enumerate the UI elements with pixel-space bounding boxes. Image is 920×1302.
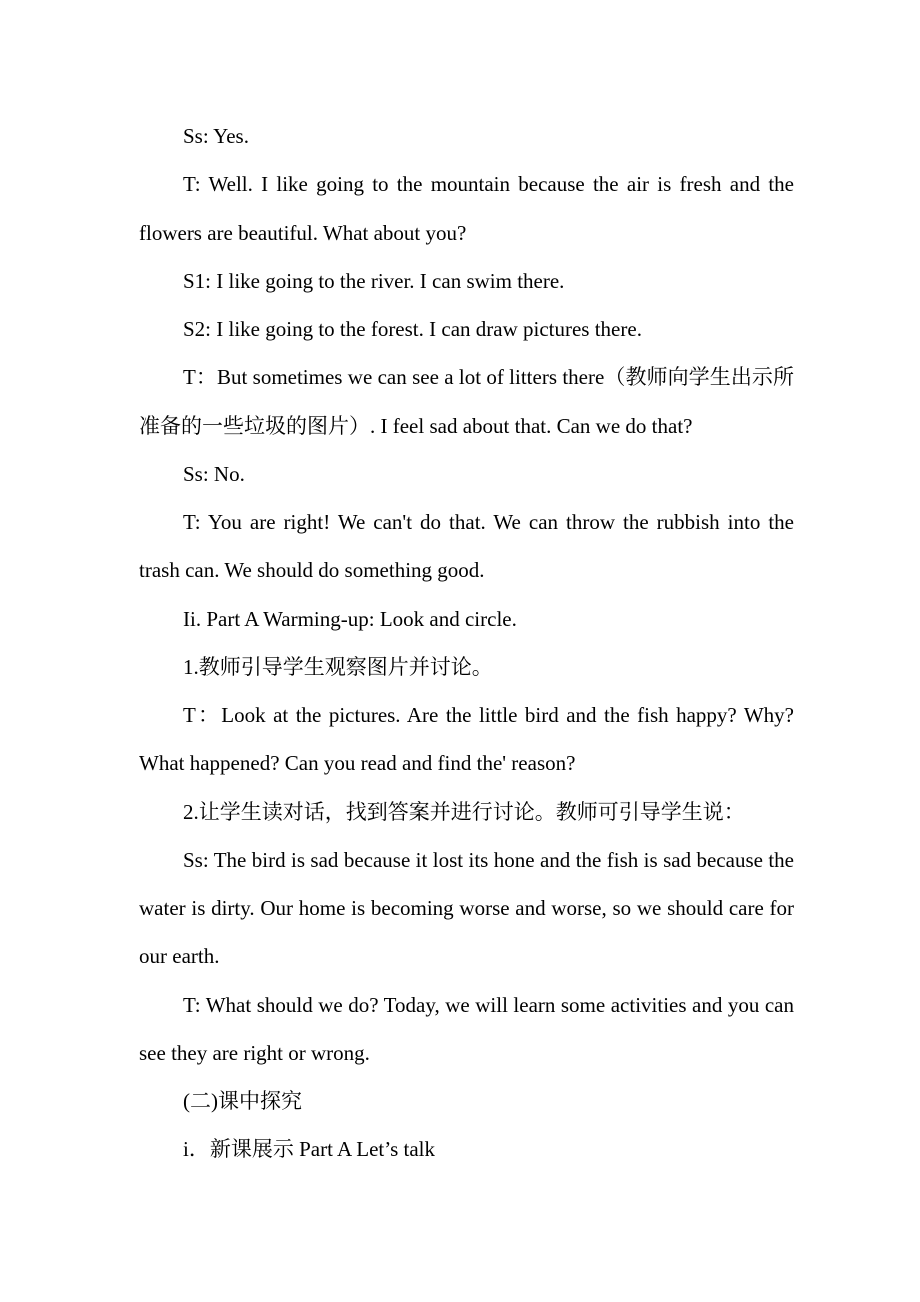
paragraph-teacher-litter: T：But sometimes we can see a lot of litters there（教师向学生出示所准备的一些垃圾的图片）. I feel sad about that. Can we do that? [139,365,794,438]
step-1-observe: 1.教师引导学生观察图片并讨论。 [183,654,493,679]
paragraph-ss-bird-fish: Ss: The bird is sad because it lost its hone and the fish is sad because the water is dirty. Our home is becoming worse and worse, so we should care for our earth. [139,847,794,969]
step-2-read-dialogue: 2.让学生读对话，找到答案并进行讨论。教师可引导学生说： [183,799,745,824]
section-heading-in-class: (二)课中探究 [183,1089,302,1113]
paragraph-teacher-pictures: T：Look at the pictures. Are the little bird and the fish happy? Why? What happened? Can you read and find the' reason? [139,703,794,776]
section-heading-new-lesson: i．新课展示 Part A Let’s talk [183,1137,435,1162]
paragraph-teacher-mountain: T: Well. I like going to the mountain because the air is fresh and the flowers are beautiful. What about you? [139,172,794,245]
paragraph-teacher-what-should: T: What should we do? Today, we will learn some activities and you can see they are right or wrong. [139,992,794,1065]
paragraph-s1-river: S1: I like going to the river. I can swim there. [183,268,565,293]
paragraph-s2-forest: S2: I like going to the forest. I can draw pictures there. [183,317,642,341]
paragraph-ss-yes: Ss: Yes. [183,124,249,148]
paragraph-teacher-right: T: You are right! We can't do that. We can throw the rubbish into the trash can. We should do something good. [139,510,794,583]
paragraph-ss-no: Ss: No. [183,461,245,486]
document-body [139,112,794,1174]
section-heading-warming-up: Ii. Part A Warming-up: Look and circle. [183,606,517,631]
